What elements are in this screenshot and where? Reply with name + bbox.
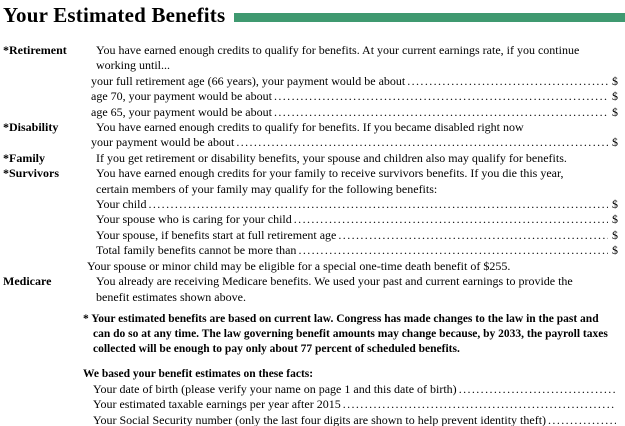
dollar-sign: $ — [612, 197, 618, 212]
row-text: working until... — [96, 58, 170, 73]
row-text: Your spouse or minor child may be eligible for a special one-time death benefit of $255. — [87, 258, 511, 273]
facts-section — [83, 367, 618, 426]
benefit-row — [91, 89, 618, 104]
section-label: *Retirement — [3, 43, 67, 57]
benefit-row — [87, 259, 618, 274]
row-text: your full retirement age (66 years), your payment would be about — [91, 73, 406, 88]
section-rows — [91, 120, 618, 151]
benefits-table — [3, 43, 625, 305]
dot-leader — [148, 197, 608, 212]
benefit-row — [91, 212, 618, 227]
row-text: If you get retirement or disability benefits, your spouse and children also may qualify for benefits. — [96, 150, 567, 165]
dot-leader — [298, 243, 608, 258]
dot-leader — [459, 382, 616, 397]
row-text: certain members of your family may qualify for the following benefits: — [96, 181, 438, 196]
row-text: your payment would be about — [91, 135, 235, 150]
section-label: *Disability — [3, 120, 59, 135]
dot-leader — [236, 135, 608, 150]
benefit-row — [91, 290, 618, 305]
row-text: Total family benefits cannot be more than — [96, 243, 297, 258]
dot-leader — [274, 105, 608, 120]
section-label: *Family — [3, 150, 45, 165]
row-text: age 70, your payment would be about — [91, 89, 272, 104]
dollar-sign: $ — [612, 212, 618, 227]
row-text: You have earned enough credits to qualify for benefits. At your current earnings rate, if you continue — [96, 43, 580, 57]
benefit-row — [91, 43, 618, 58]
row-text: You have earned enough credits for your family to receive survivors benefits. If you die this year, — [96, 166, 564, 181]
dot-leader — [548, 413, 616, 426]
section-rows — [91, 151, 618, 166]
benefit-section — [3, 151, 618, 166]
facts-rows — [83, 382, 618, 426]
benefit-section — [3, 274, 618, 305]
note-line: * Your estimated benefits are based on current law. Congress has made changes to the law in the past and — [83, 312, 599, 325]
benefit-row — [91, 166, 618, 181]
benefit-row — [93, 413, 618, 426]
benefit-row — [91, 151, 618, 166]
note-line: collected will be enough to pay only about 77 percent of scheduled benefits. — [93, 343, 460, 356]
dollar-sign: $ — [612, 89, 618, 104]
benefit-section — [3, 166, 618, 274]
dollar-sign: $ — [612, 73, 618, 88]
benefit-row — [93, 382, 618, 397]
section-label: Medicare — [3, 274, 52, 289]
dot-leader — [294, 212, 608, 227]
dollar-sign: $ — [612, 243, 618, 258]
dot-leader — [338, 228, 608, 243]
benefit-section — [3, 43, 618, 120]
benefit-row — [91, 135, 618, 150]
benefit-row — [91, 243, 618, 258]
section-label: *Survivors — [3, 166, 60, 181]
section-rows — [87, 166, 618, 274]
dot-leader — [274, 89, 608, 104]
disclaimer-note — [83, 312, 618, 358]
benefit-row — [91, 120, 618, 135]
section-header — [3, 3, 625, 27]
benefit-section — [3, 120, 618, 151]
row-text: benefit estimates shown above. — [96, 289, 246, 304]
page-title: Your Estimated Benefits — [3, 3, 226, 27]
dot-leader — [343, 397, 616, 412]
row-text: Your spouse who is caring for your child — [96, 212, 292, 227]
row-text: Your spouse, if benefits start at full retirement age — [96, 227, 337, 242]
benefit-row — [91, 197, 618, 212]
note-line: can do so at any time. The law governing benefit amounts may change because, by 2033, the payroll taxes — [93, 328, 608, 341]
row-text: Your date of birth (please verify your name on page 1 and this date of birth) — [93, 381, 457, 396]
benefit-row — [91, 228, 618, 243]
benefit-row — [91, 74, 618, 89]
benefit-row — [91, 274, 618, 289]
row-text: age 65, your payment would be about — [91, 104, 272, 119]
benefit-row — [93, 397, 618, 412]
green-rule — [234, 13, 625, 22]
row-text: You already are receiving Medicare benefits. We used your past and current earnings to provide the — [96, 274, 573, 289]
row-text: You have earned enough credits to qualify for benefits. If you became disabled right now — [96, 120, 524, 135]
section-rows — [91, 43, 618, 120]
dot-leader — [407, 74, 608, 89]
row-text: Your estimated taxable earnings per year after 2015 — [93, 397, 341, 412]
dollar-sign: $ — [612, 135, 618, 150]
benefit-row — [91, 182, 618, 197]
section-rows — [91, 274, 618, 305]
facts-heading: We based your benefit estimates on these facts: — [83, 367, 314, 380]
row-text: Your Social Security number (only the last four digits are shown to help prevent identity theft) — [93, 412, 547, 426]
dollar-sign: $ — [612, 104, 618, 119]
row-text: Your child — [96, 197, 147, 212]
benefit-row — [91, 58, 618, 73]
dollar-sign: $ — [612, 227, 618, 242]
benefit-row — [91, 105, 618, 120]
